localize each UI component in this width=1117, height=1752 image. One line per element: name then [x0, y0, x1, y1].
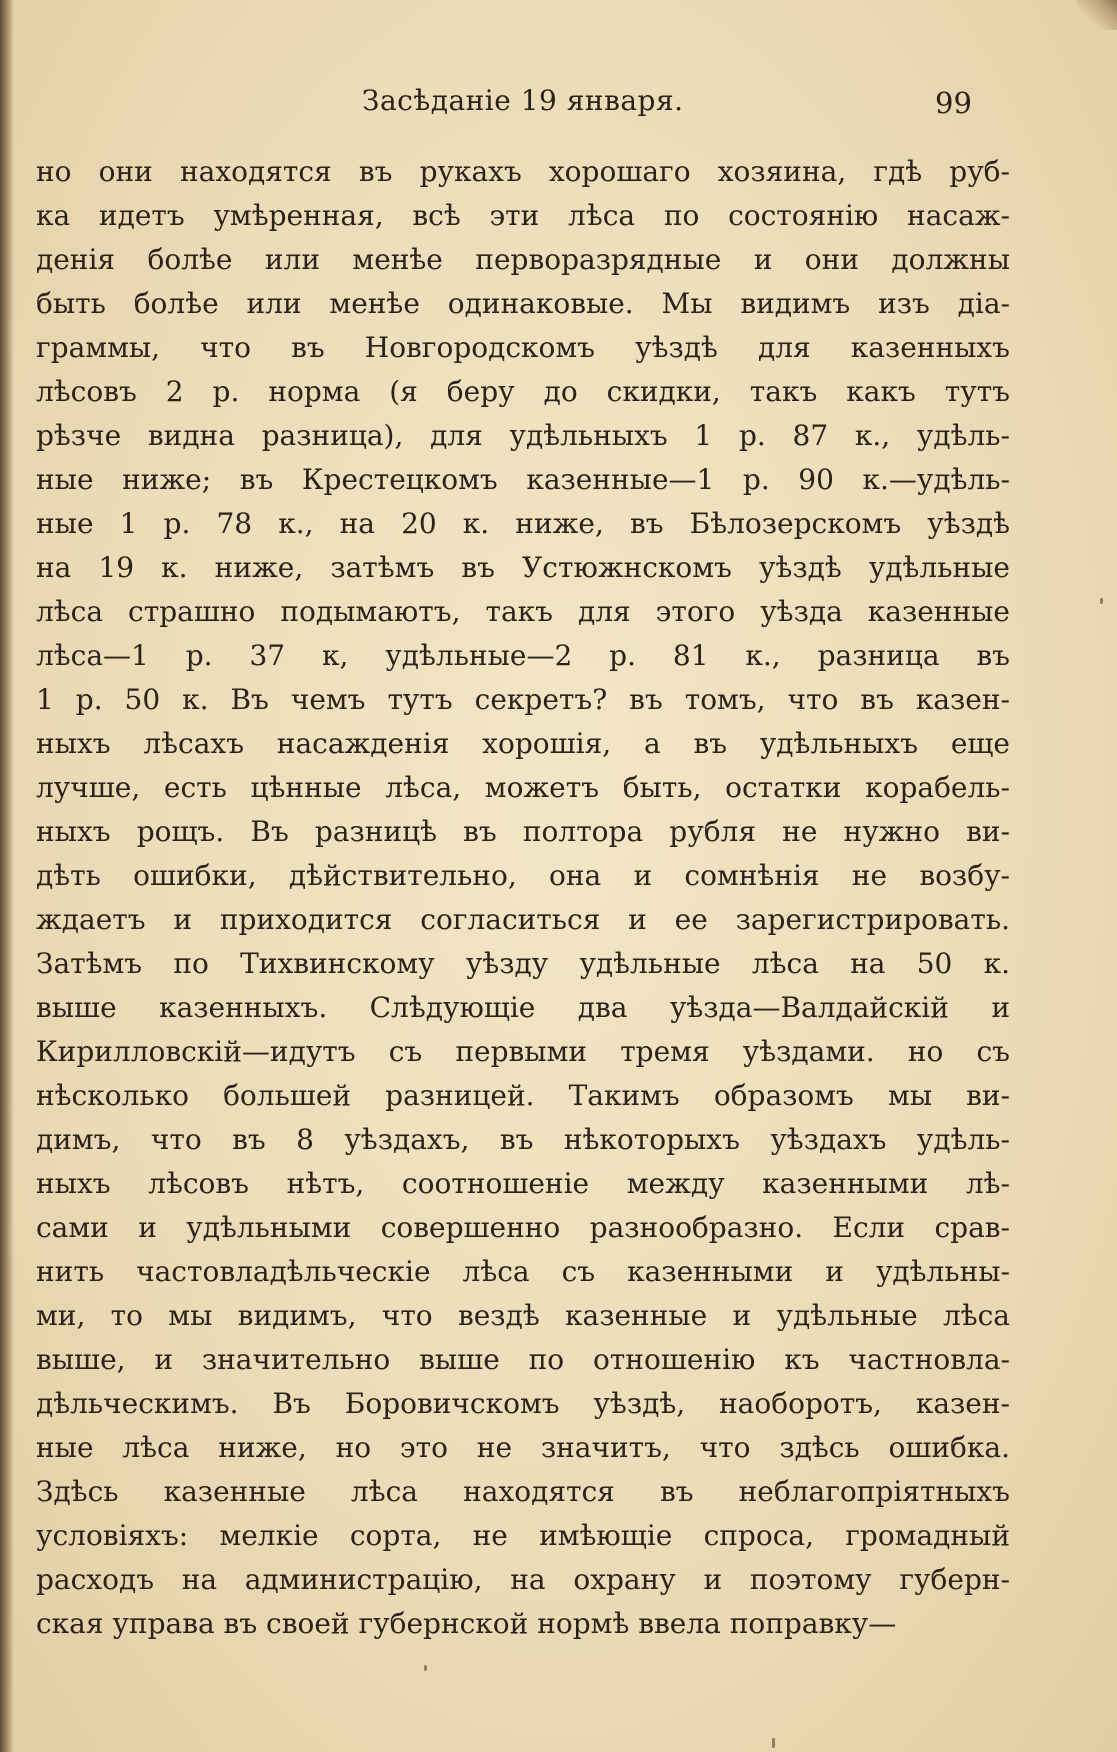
text-line: дѣльческимъ. Въ Боровичскомъ уѣздѣ, наоборотъ, казен-	[36, 1387, 1010, 1420]
text-line: граммы, что въ Новгородскомъ уѣздѣ для казенныхъ	[36, 331, 1010, 364]
text-line: димъ, что въ 8 уѣздахъ, въ нѣкоторыхъ уѣздахъ удѣль-	[36, 1123, 1010, 1156]
text-line: Затѣмъ по Тихвинскому уѣзду удѣльные лѣса на 50 к.	[36, 947, 1010, 980]
page-corner-fold	[1077, 0, 1117, 30]
text-line: ныхъ лѣсовъ нѣтъ, соотношеніе между казенными лѣ-	[36, 1167, 1010, 1200]
page-number: 99	[935, 86, 972, 120]
running-header-title: Засѣданіе 19 января.	[362, 84, 684, 117]
text-line: Кирилловскій—идутъ съ первыми тремя уѣздами. но съ	[36, 1035, 1010, 1068]
text-line: лучше, есть цѣнные лѣса, можетъ быть, остатки корабель-	[36, 771, 1010, 804]
text-line: нѣсколько большей разницей. Такимъ образомъ мы ви-	[36, 1079, 1010, 1112]
text-line: сами и удѣльными совершенно разнообразно. Если срав-	[36, 1211, 1010, 1244]
text-line: быть болѣе или менѣе одинаковые. Мы видимъ изъ діа-	[36, 287, 1010, 320]
paper-speck	[424, 1665, 427, 1671]
text-line: выше, и значительно выше по отношенію къ частновла-	[36, 1343, 1010, 1376]
text-line: ка идетъ умѣренная, всѣ эти лѣса по состоянію насаж-	[36, 199, 1010, 232]
text-line: условіяхъ: мелкіе сорта, не имѣющіе спроса, громадный	[36, 1519, 1010, 1552]
text-line: ныхъ лѣсахъ насажденія хорошія, а въ удѣльныхъ еще	[36, 727, 1010, 760]
text-line: денія болѣе или менѣе перворазрядные и они должны	[36, 243, 1010, 276]
text-line: 1 р. 50 к. Въ чемъ тутъ секретъ? въ томъ, что въ казен-	[36, 683, 1010, 716]
text-line: выше казенныхъ. Слѣдующіе два уѣзда—Валдайскій и	[36, 991, 1010, 1024]
text-line: лѣса страшно подымаютъ, такъ для этого уѣзда казенные	[36, 595, 1010, 628]
paper-speck	[772, 1738, 775, 1748]
text-line: ныхъ рощъ. Въ разницѣ въ полтора рубля не нужно ви-	[36, 815, 1010, 848]
body-text	[36, 150, 1010, 1646]
text-line: расходъ на администрацію, на охрану и поэтому губерн-	[36, 1563, 1010, 1596]
text-line: нить частовладѣльческіе лѣса съ казенными и удѣльны-	[36, 1255, 1010, 1288]
text-line: но они находятся въ рукахъ хорошаго хозяина, гдѣ руб-	[36, 155, 1010, 188]
text-line: ждаетъ и приходится согласиться и ее зарегистрировать.	[36, 903, 1010, 936]
text-line: ные лѣса ниже, но это не значитъ, что здѣсь ошибка.	[36, 1431, 1010, 1464]
text-line: ская управа въ своей губернской нормѣ ввела поправку—	[36, 1607, 897, 1640]
text-line: ные ниже; въ Крестецкомъ казенные—1 р. 90 к.—удѣль-	[36, 463, 1010, 496]
page-spine-shadow	[0, 0, 14, 1752]
text-line: ные 1 р. 78 к., на 20 к. ниже, въ Бѣлозерскомъ уѣздѣ	[36, 507, 1010, 540]
text-line: дѣть ошибки, дѣйствительно, она и сомнѣнія не возбу-	[36, 859, 1010, 892]
text-line: лѣса—1 р. 37 к, удѣльные—2 р. 81 к., разница въ	[36, 639, 1010, 672]
running-header	[0, 80, 1117, 124]
text-line: на 19 к. ниже, затѣмъ въ Устюжнскомъ уѣздѣ удѣльные	[36, 551, 1010, 584]
text-line: рѣзче видна разница), для удѣльныхъ 1 р. 87 к., удѣль-	[36, 419, 1010, 452]
text-line: Здѣсь казенные лѣса находятся въ неблагопріятныхъ	[36, 1475, 1010, 1508]
text-line: лѣсовъ 2 р. норма (я беру до скидки, такъ какъ тутъ	[36, 375, 1010, 408]
text-line: ми, то мы видимъ, что вездѣ казенные и удѣльные лѣса	[36, 1299, 1010, 1332]
paper-speck	[1100, 598, 1103, 604]
